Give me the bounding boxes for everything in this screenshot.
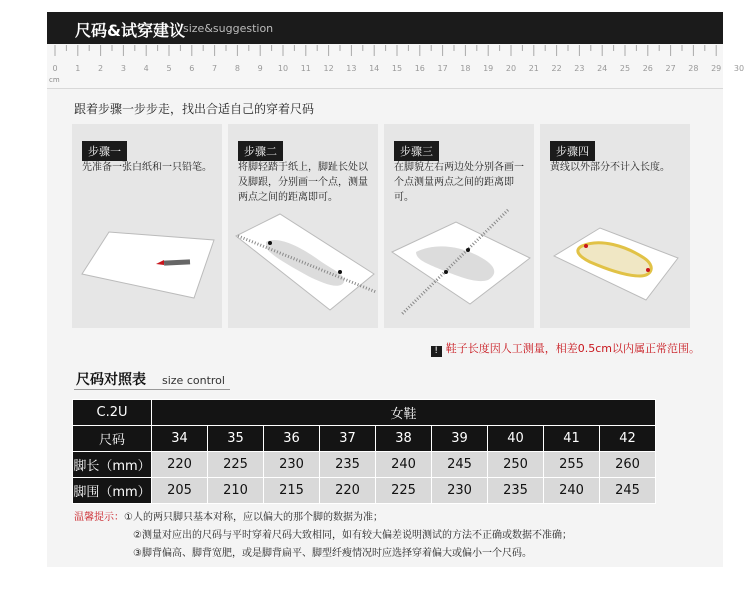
ruler-number: 24 — [597, 64, 608, 73]
ruler-number: 5 — [166, 64, 172, 73]
ruler-number: 15 — [391, 64, 403, 73]
row-label: 尺码 — [73, 426, 152, 452]
tips-line-2: ②测量对应出的尺码与平时穿着尺码大致相同，如有较大偏差说明测试的方法不正确或数据不准确； — [133, 530, 572, 541]
ruler-number: 3 — [120, 64, 126, 73]
section-underline — [74, 389, 230, 390]
step-text: 先准备一张白纸和一只铅笔。 — [82, 162, 212, 173]
ruler-number: 11 — [300, 64, 311, 73]
ruler-number: 10 — [277, 64, 289, 73]
table-cell: 35 — [208, 426, 264, 452]
ruler-number: 19 — [483, 64, 494, 73]
table-cell: 255 — [544, 452, 600, 478]
row-label: 脚围（mm） — [73, 478, 152, 504]
table-cell: 205 — [152, 478, 208, 504]
size-section-subtitle: size control — [162, 374, 225, 387]
step-text: 将脚轻踏于纸上，脚趾长处以及脚跟，分别画一个点，测量两点之间的距离即可。 — [238, 162, 368, 203]
table-cell: 220 — [152, 452, 208, 478]
ruler-number: 13 — [346, 64, 357, 73]
step-label: 步骤四 — [550, 141, 595, 161]
ruler-number: 29 — [711, 64, 722, 73]
ruler-number: 9 — [257, 64, 263, 73]
ruler-number: 18 — [460, 64, 471, 73]
step-card-3 — [384, 124, 534, 328]
table-cell: 245 — [432, 452, 488, 478]
ruler-number: 1 — [75, 64, 81, 73]
table-row-girth — [73, 478, 656, 504]
table-row-length — [73, 452, 656, 478]
header-title: 尺码&试穿建议 — [75, 21, 185, 40]
table-cell: 240 — [544, 478, 600, 504]
ruler-number: 26 — [642, 64, 653, 73]
step-text: 在脚貌左右两边处分别各画一个点测量两点之间的距离即可。 — [394, 162, 524, 203]
tips-line-1 — [74, 509, 572, 527]
intro-text: 跟着步骤一步步走，找出合适自己的穿着尺码 — [74, 102, 315, 116]
ruler-number: 2 — [98, 64, 104, 73]
ruler-number: 7 — [212, 64, 218, 73]
table-cell: 225 — [376, 478, 432, 504]
table-cell: 250 — [488, 452, 544, 478]
table-cell: 230 — [432, 478, 488, 504]
table-cell: 235 — [320, 452, 376, 478]
step-label: 步骤三 — [394, 141, 439, 161]
header-bar — [47, 12, 723, 44]
note-text: 鞋子长度因人工测量，相差0.5cm以内属正常范围。 — [445, 342, 700, 355]
table-cell: 34 — [152, 426, 208, 452]
step-label: 步骤二 — [238, 141, 283, 161]
table-cell: 245 — [600, 478, 656, 504]
table-cell: 41 — [544, 426, 600, 452]
table-cell: 220 — [320, 478, 376, 504]
table-cell: 230 — [264, 452, 320, 478]
ruler-number: 17 — [437, 64, 448, 73]
ruler-unit: cm — [49, 76, 60, 84]
tips-label: 温馨提示： — [74, 512, 124, 523]
ruler-number: 21 — [528, 64, 539, 73]
table-cell: 260 — [600, 452, 656, 478]
tips-text: ①人的两只脚只基本对称，应以偏大的那个脚的数据为准； — [124, 512, 383, 523]
size-table — [72, 399, 656, 504]
size-section-title: 尺码对照表 — [76, 372, 146, 388]
table-header-row — [73, 400, 656, 426]
ruler-number: 27 — [665, 64, 676, 73]
warning-icon: ! — [431, 346, 442, 357]
table-cell: 225 — [208, 452, 264, 478]
table-cell: 40 — [488, 426, 544, 452]
table-cell: 42 — [600, 426, 656, 452]
ruler-number: 30 — [733, 64, 745, 73]
measure-note — [431, 340, 700, 357]
tips-line-3: ③脚背偏高、脚背宽肥，或是脚背扁平、脚型纤瘦情况时应选择穿着偏大或偏小一个尺码。 — [133, 548, 532, 559]
ruler — [47, 44, 745, 89]
brand-cell: C.2U — [73, 400, 152, 426]
step-card-4 — [540, 124, 690, 328]
tips-block — [74, 509, 572, 563]
category-cell: 女鞋 — [152, 400, 656, 426]
ruler-number: 4 — [143, 64, 149, 73]
table-cell: 210 — [208, 478, 264, 504]
step-card-2 — [228, 124, 378, 328]
ruler-number: 16 — [414, 64, 425, 73]
table-row-size — [73, 426, 656, 452]
ruler-number: 25 — [619, 64, 631, 73]
table-cell: 36 — [264, 426, 320, 452]
step-card-1 — [72, 124, 222, 328]
table-cell: 215 — [264, 478, 320, 504]
ruler-number: 8 — [234, 64, 240, 73]
ruler-number: 12 — [323, 64, 334, 73]
ruler-number: 0 — [52, 64, 58, 73]
table-cell: 240 — [376, 452, 432, 478]
header-subtitle: size&suggestion — [183, 22, 274, 35]
step-text: 黄线以外部分不计入长度。 — [550, 162, 670, 173]
step-label: 步骤一 — [82, 141, 127, 161]
ruler-number: 23 — [574, 64, 585, 73]
ruler-number: 20 — [505, 64, 517, 73]
ruler-number: 14 — [369, 64, 380, 73]
ruler-number: 6 — [189, 64, 195, 73]
table-cell: 37 — [320, 426, 376, 452]
row-label: 脚长（mm） — [73, 452, 152, 478]
table-cell: 235 — [488, 478, 544, 504]
table-cell: 39 — [432, 426, 488, 452]
ruler-number: 28 — [688, 64, 699, 73]
table-cell: 38 — [376, 426, 432, 452]
ruler-number: 22 — [551, 64, 562, 73]
